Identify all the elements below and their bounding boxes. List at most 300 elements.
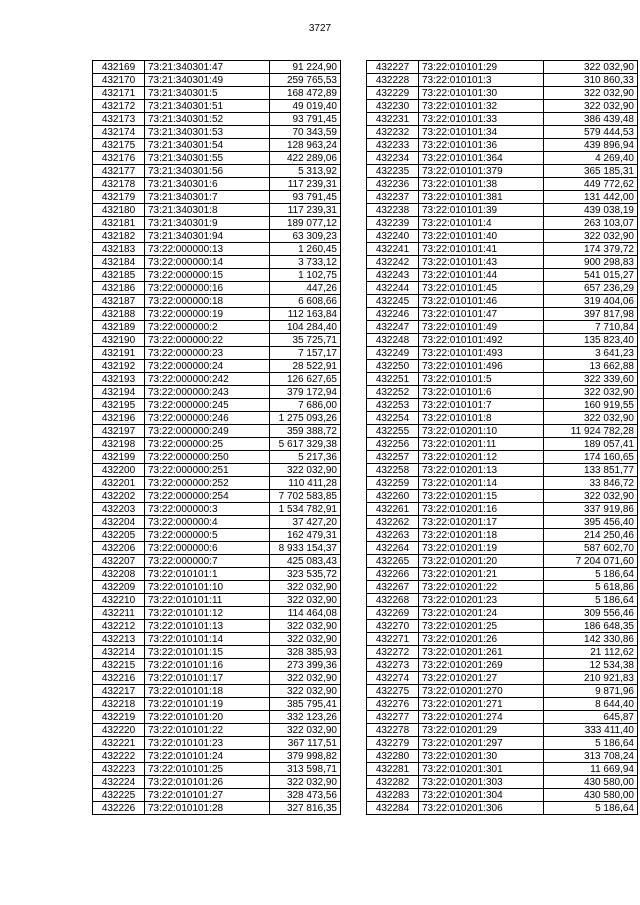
table-row <box>367 113 638 126</box>
cadastral-value: 309 556,46 <box>544 607 638 620</box>
row-number: 432201 <box>93 477 145 490</box>
row-number: 432209 <box>93 581 145 594</box>
row-number: 432277 <box>367 711 419 724</box>
cadastral-number: 73:21:340301:54 <box>145 139 270 152</box>
cadastral-number: 73:22:000000:251 <box>145 464 270 477</box>
row-number: 432179 <box>93 191 145 204</box>
table-row <box>93 477 341 490</box>
row-number: 432237 <box>367 191 419 204</box>
row-number: 432200 <box>93 464 145 477</box>
table-row <box>367 438 638 451</box>
cadastral-value: 70 343,59 <box>270 126 341 139</box>
cadastral-value: 422 289,06 <box>270 152 341 165</box>
table-row <box>93 399 341 412</box>
table-row <box>367 555 638 568</box>
row-number: 432186 <box>93 282 145 295</box>
row-number: 432174 <box>93 126 145 139</box>
row-number: 432243 <box>367 269 419 282</box>
row-number: 432230 <box>367 100 419 113</box>
cadastral-number: 73:21:340301:8 <box>145 204 270 217</box>
table-row <box>93 152 341 165</box>
cadastral-value: 322 032,90 <box>270 685 341 698</box>
cadastral-number: 73:22:010201:12 <box>419 451 544 464</box>
cadastral-number: 73:22:010201:301 <box>419 763 544 776</box>
cadastral-number: 73:22:010101:16 <box>145 659 270 672</box>
table-row <box>367 295 638 308</box>
cadastral-value: 112 163,84 <box>270 308 341 321</box>
cadastral-number: 73:21:340301:53 <box>145 126 270 139</box>
table-row <box>367 516 638 529</box>
row-number: 432196 <box>93 412 145 425</box>
cadastral-value: 5 618,86 <box>544 581 638 594</box>
row-number: 432212 <box>93 620 145 633</box>
cadastral-number: 73:21:340301:52 <box>145 113 270 126</box>
row-number: 432185 <box>93 269 145 282</box>
cadastral-value: 313 598,71 <box>270 763 341 776</box>
cadastral-value: 310 860,33 <box>544 74 638 87</box>
table-row <box>93 334 341 347</box>
left-table-body <box>93 61 341 815</box>
cadastral-number: 73:22:010101:19 <box>145 698 270 711</box>
cadastral-value: 5 617 329,38 <box>270 438 341 451</box>
row-number: 432171 <box>93 87 145 100</box>
row-number: 432259 <box>367 477 419 490</box>
row-number: 432239 <box>367 217 419 230</box>
cadastral-number: 73:21:340301:6 <box>145 178 270 191</box>
table-row <box>93 217 341 230</box>
cadastral-value: 541 015,27 <box>544 269 638 282</box>
cadastral-number: 73:22:000000:22 <box>145 334 270 347</box>
table-row <box>367 74 638 87</box>
table-row <box>367 646 638 659</box>
row-number: 432284 <box>367 802 419 815</box>
cadastral-number: 73:22:010101:23 <box>145 737 270 750</box>
table-row <box>93 711 341 724</box>
row-number: 432214 <box>93 646 145 659</box>
cadastral-value: 135 823,40 <box>544 334 638 347</box>
cadastral-number: 73:22:010101:13 <box>145 620 270 633</box>
cadastral-number: 73:21:340301:7 <box>145 191 270 204</box>
row-number: 432244 <box>367 282 419 295</box>
table-row <box>367 191 638 204</box>
table-row <box>367 763 638 776</box>
row-number: 432229 <box>367 87 419 100</box>
table-row <box>93 113 341 126</box>
table-row <box>367 711 638 724</box>
cadastral-value: 9 871,96 <box>544 685 638 698</box>
row-number: 432247 <box>367 321 419 334</box>
cadastral-number: 73:22:010101:381 <box>419 191 544 204</box>
cadastral-number: 73:21:340301:5 <box>145 87 270 100</box>
cadastral-number: 73:22:010201:26 <box>419 633 544 646</box>
table-row <box>93 620 341 633</box>
table-row <box>93 386 341 399</box>
cadastral-number: 73:22:010201:25 <box>419 620 544 633</box>
cadastral-number: 73:22:010101:32 <box>419 100 544 113</box>
row-number: 432272 <box>367 646 419 659</box>
cadastral-number: 73:22:010101:492 <box>419 334 544 347</box>
table-row <box>367 659 638 672</box>
table-row <box>93 308 341 321</box>
table-row <box>93 178 341 191</box>
cadastral-value: 210 921,83 <box>544 672 638 685</box>
cadastral-number: 73:21:340301:51 <box>145 100 270 113</box>
cadastral-number: 73:22:010101:7 <box>419 399 544 412</box>
cadastral-value: 319 404,06 <box>544 295 638 308</box>
row-number: 432181 <box>93 217 145 230</box>
row-number: 432177 <box>93 165 145 178</box>
table-row <box>93 568 341 581</box>
table-row <box>93 282 341 295</box>
cadastral-number: 73:22:010101:1 <box>145 568 270 581</box>
row-number: 432251 <box>367 373 419 386</box>
cadastral-number: 73:22:010101:28 <box>145 802 270 815</box>
row-number: 432194 <box>93 386 145 399</box>
cadastral-number: 73:22:010101:49 <box>419 321 544 334</box>
table-row <box>93 503 341 516</box>
cadastral-number: 73:22:010201:17 <box>419 516 544 529</box>
cadastral-value: 7 686,00 <box>270 399 341 412</box>
cadastral-value: 110 411,28 <box>270 477 341 490</box>
cadastral-value: 322 032,90 <box>544 100 638 113</box>
cadastral-number: 73:22:010101:34 <box>419 126 544 139</box>
cadastral-number: 73:22:000000:254 <box>145 490 270 503</box>
cadastral-value: 430 580,00 <box>544 776 638 789</box>
table-row <box>367 529 638 542</box>
row-number: 432222 <box>93 750 145 763</box>
cadastral-value: 168 472,89 <box>270 87 341 100</box>
row-number: 432210 <box>93 594 145 607</box>
cadastral-value: 259 765,53 <box>270 74 341 87</box>
row-number: 432182 <box>93 230 145 243</box>
cadastral-value: 142 330,86 <box>544 633 638 646</box>
cadastral-number: 73:22:010101:26 <box>145 776 270 789</box>
row-number: 432178 <box>93 178 145 191</box>
row-number: 432192 <box>93 360 145 373</box>
table-row <box>367 308 638 321</box>
row-number: 432248 <box>367 334 419 347</box>
table-row <box>93 594 341 607</box>
row-number: 432172 <box>93 100 145 113</box>
cadastral-number: 73:22:010101:43 <box>419 256 544 269</box>
row-number: 432279 <box>367 737 419 750</box>
table-row <box>93 659 341 672</box>
row-number: 432176 <box>93 152 145 165</box>
table-row <box>93 542 341 555</box>
right-register-table <box>366 60 638 815</box>
table-row <box>367 685 638 698</box>
table-row <box>367 776 638 789</box>
cadastral-number: 73:22:010201:30 <box>419 750 544 763</box>
row-number: 432225 <box>93 789 145 802</box>
cadastral-number: 73:22:010101:45 <box>419 282 544 295</box>
row-number: 432278 <box>367 724 419 737</box>
cadastral-value: 133 851,77 <box>544 464 638 477</box>
cadastral-number: 73:22:010201:14 <box>419 477 544 490</box>
cadastral-value: 379 172,94 <box>270 386 341 399</box>
cadastral-value: 1 275 093,26 <box>270 412 341 425</box>
cadastral-value: 1 260,45 <box>270 243 341 256</box>
cadastral-number: 73:22:000000:245 <box>145 399 270 412</box>
row-number: 432266 <box>367 568 419 581</box>
cadastral-number: 73:22:000000:16 <box>145 282 270 295</box>
cadastral-number: 73:22:010101:20 <box>145 711 270 724</box>
table-row <box>93 724 341 737</box>
cadastral-value: 322 032,90 <box>270 464 341 477</box>
cadastral-value: 322 339,60 <box>544 373 638 386</box>
cadastral-value: 4 269,40 <box>544 152 638 165</box>
cadastral-number: 73:22:010101:493 <box>419 347 544 360</box>
cadastral-value: 126 627,65 <box>270 373 341 386</box>
row-number: 432191 <box>93 347 145 360</box>
cadastral-number: 73:22:010201:27 <box>419 672 544 685</box>
table-row <box>93 529 341 542</box>
cadastral-value: 439 038,19 <box>544 204 638 217</box>
row-number: 432169 <box>93 61 145 74</box>
row-number: 432281 <box>367 763 419 776</box>
cadastral-value: 28 522,91 <box>270 360 341 373</box>
cadastral-value: 386 439,48 <box>544 113 638 126</box>
row-number: 432219 <box>93 711 145 724</box>
cadastral-value: 579 444,53 <box>544 126 638 139</box>
cadastral-number: 73:21:340301:55 <box>145 152 270 165</box>
cadastral-value: 104 284,40 <box>270 321 341 334</box>
row-number: 432264 <box>367 542 419 555</box>
cadastral-number: 73:22:010201:29 <box>419 724 544 737</box>
table-row <box>93 451 341 464</box>
table-row <box>93 425 341 438</box>
cadastral-number: 73:22:010101:25 <box>145 763 270 776</box>
row-number: 432190 <box>93 334 145 347</box>
table-row <box>93 87 341 100</box>
cadastral-value: 5 217,36 <box>270 451 341 464</box>
cadastral-value: 5 186,64 <box>544 568 638 581</box>
cadastral-value: 430 580,00 <box>544 789 638 802</box>
table-row <box>367 568 638 581</box>
table-row <box>367 321 638 334</box>
row-number: 432223 <box>93 763 145 776</box>
cadastral-number: 73:22:010201:15 <box>419 490 544 503</box>
cadastral-value: 189 057,41 <box>544 438 638 451</box>
cadastral-number: 73:22:010101:8 <box>419 412 544 425</box>
table-row <box>367 451 638 464</box>
cadastral-value: 5 186,64 <box>544 594 638 607</box>
table-row <box>93 646 341 659</box>
table-row <box>367 789 638 802</box>
cadastral-value: 587 602,70 <box>544 542 638 555</box>
cadastral-value: 322 032,90 <box>544 87 638 100</box>
cadastral-number: 73:22:010201:306 <box>419 802 544 815</box>
row-number: 432173 <box>93 113 145 126</box>
table-row <box>367 464 638 477</box>
cadastral-number: 73:21:340301:47 <box>145 61 270 74</box>
row-number: 432220 <box>93 724 145 737</box>
cadastral-number: 73:22:010201:20 <box>419 555 544 568</box>
cadastral-value: 322 032,90 <box>270 620 341 633</box>
cadastral-number: 73:22:010101:39 <box>419 204 544 217</box>
table-row <box>93 672 341 685</box>
cadastral-value: 11 669,94 <box>544 763 638 776</box>
table-row <box>367 204 638 217</box>
cadastral-number: 73:22:000000:23 <box>145 347 270 360</box>
left-register-table <box>92 60 341 815</box>
cadastral-value: 322 032,90 <box>270 672 341 685</box>
cadastral-value: 49 019,40 <box>270 100 341 113</box>
cadastral-value: 1 534 782,91 <box>270 503 341 516</box>
row-number: 432250 <box>367 360 419 373</box>
row-number: 432193 <box>93 373 145 386</box>
row-number: 432252 <box>367 386 419 399</box>
cadastral-number: 73:22:010101:14 <box>145 633 270 646</box>
table-row <box>367 61 638 74</box>
table-row <box>93 321 341 334</box>
cadastral-number: 73:22:000000:249 <box>145 425 270 438</box>
table-row <box>93 373 341 386</box>
row-number: 432235 <box>367 165 419 178</box>
row-number: 432241 <box>367 243 419 256</box>
table-row <box>367 503 638 516</box>
cadastral-number: 73:22:000000:246 <box>145 412 270 425</box>
cadastral-value: 12 534,38 <box>544 659 638 672</box>
row-number: 432242 <box>367 256 419 269</box>
cadastral-number: 73:22:000000:7 <box>145 555 270 568</box>
cadastral-value: 323 535,72 <box>270 568 341 581</box>
cadastral-value: 395 456,40 <box>544 516 638 529</box>
table-row <box>367 490 638 503</box>
table-row <box>93 74 341 87</box>
table-row <box>367 594 638 607</box>
row-number: 432280 <box>367 750 419 763</box>
cadastral-number: 73:22:010201:271 <box>419 698 544 711</box>
cadastral-number: 73:22:010101:24 <box>145 750 270 763</box>
row-number: 432217 <box>93 685 145 698</box>
cadastral-value: 114 464,08 <box>270 607 341 620</box>
table-row <box>93 191 341 204</box>
table-row <box>367 724 638 737</box>
table-row <box>93 243 341 256</box>
table-row <box>93 685 341 698</box>
table-row <box>93 581 341 594</box>
table-row <box>93 698 341 711</box>
table-row <box>367 581 638 594</box>
cadastral-number: 73:22:010101:5 <box>419 373 544 386</box>
cadastral-value: 328 385,93 <box>270 646 341 659</box>
row-number: 432195 <box>93 399 145 412</box>
table-row <box>93 789 341 802</box>
row-number: 432205 <box>93 529 145 542</box>
row-number: 432258 <box>367 464 419 477</box>
cadastral-value: 21 112,62 <box>544 646 638 659</box>
row-number: 432187 <box>93 295 145 308</box>
row-number: 432202 <box>93 490 145 503</box>
cadastral-number: 73:22:000000:3 <box>145 503 270 516</box>
cadastral-number: 73:22:000000:18 <box>145 295 270 308</box>
cadastral-number: 73:22:010101:44 <box>419 269 544 282</box>
cadastral-value: 359 388,72 <box>270 425 341 438</box>
row-number: 432261 <box>367 503 419 516</box>
table-row <box>93 464 341 477</box>
cadastral-value: 7 710,84 <box>544 321 638 334</box>
row-number: 432189 <box>93 321 145 334</box>
cadastral-number: 73:22:010201:274 <box>419 711 544 724</box>
table-row <box>93 776 341 789</box>
row-number: 432262 <box>367 516 419 529</box>
table-row <box>367 737 638 750</box>
table-row <box>93 555 341 568</box>
cadastral-number: 73:22:010101:36 <box>419 139 544 152</box>
row-number: 432218 <box>93 698 145 711</box>
cadastral-value: 160 919,55 <box>544 399 638 412</box>
cadastral-number: 73:22:000000:6 <box>145 542 270 555</box>
table-row <box>93 165 341 178</box>
cadastral-number: 73:22:010101:496 <box>419 360 544 373</box>
row-number: 432213 <box>93 633 145 646</box>
row-number: 432240 <box>367 230 419 243</box>
cadastral-number: 73:22:010101:47 <box>419 308 544 321</box>
cadastral-number: 73:22:010201:18 <box>419 529 544 542</box>
cadastral-number: 73:22:010101:17 <box>145 672 270 685</box>
cadastral-number: 73:22:000000:242 <box>145 373 270 386</box>
row-number: 432204 <box>93 516 145 529</box>
table-row <box>367 802 638 815</box>
table-row <box>367 87 638 100</box>
table-row <box>93 802 341 815</box>
cadastral-number: 73:22:010101:40 <box>419 230 544 243</box>
cadastral-number: 73:22:010201:22 <box>419 581 544 594</box>
row-number: 432226 <box>93 802 145 815</box>
table-row <box>93 100 341 113</box>
cadastral-value: 322 032,90 <box>270 581 341 594</box>
cadastral-value: 37 427,20 <box>270 516 341 529</box>
table-row <box>93 516 341 529</box>
cadastral-number: 73:22:010101:6 <box>419 386 544 399</box>
cadastral-number: 73:22:010201:304 <box>419 789 544 802</box>
cadastral-value: 397 817,98 <box>544 308 638 321</box>
cadastral-value: 385 795,41 <box>270 698 341 711</box>
row-number: 432245 <box>367 295 419 308</box>
table-row <box>367 542 638 555</box>
cadastral-value: 447,26 <box>270 282 341 295</box>
cadastral-number: 73:22:010101:27 <box>145 789 270 802</box>
cadastral-value: 313 708,24 <box>544 750 638 763</box>
table-row <box>367 607 638 620</box>
cadastral-number: 73:22:010201:21 <box>419 568 544 581</box>
row-number: 432253 <box>367 399 419 412</box>
cadastral-number: 73:22:000000:24 <box>145 360 270 373</box>
row-number: 432249 <box>367 347 419 360</box>
table-row <box>93 204 341 217</box>
cadastral-value: 214 250,46 <box>544 529 638 542</box>
cadastral-value: 7 204 071,60 <box>544 555 638 568</box>
cadastral-value: 322 032,90 <box>544 386 638 399</box>
cadastral-value: 322 032,90 <box>544 230 638 243</box>
row-number: 432227 <box>367 61 419 74</box>
cadastral-number: 73:22:010201:10 <box>419 425 544 438</box>
cadastral-number: 73:22:000000:25 <box>145 438 270 451</box>
cadastral-value: 117 239,31 <box>270 178 341 191</box>
table-row <box>93 750 341 763</box>
cadastral-value: 439 896,94 <box>544 139 638 152</box>
table-row <box>367 230 638 243</box>
row-number: 432170 <box>93 74 145 87</box>
table-row <box>367 243 638 256</box>
cadastral-value: 322 032,90 <box>270 594 341 607</box>
cadastral-value: 333 411,40 <box>544 724 638 737</box>
row-number: 432246 <box>367 308 419 321</box>
table-row <box>367 334 638 347</box>
row-number: 432183 <box>93 243 145 256</box>
cadastral-number: 73:22:010101:30 <box>419 87 544 100</box>
